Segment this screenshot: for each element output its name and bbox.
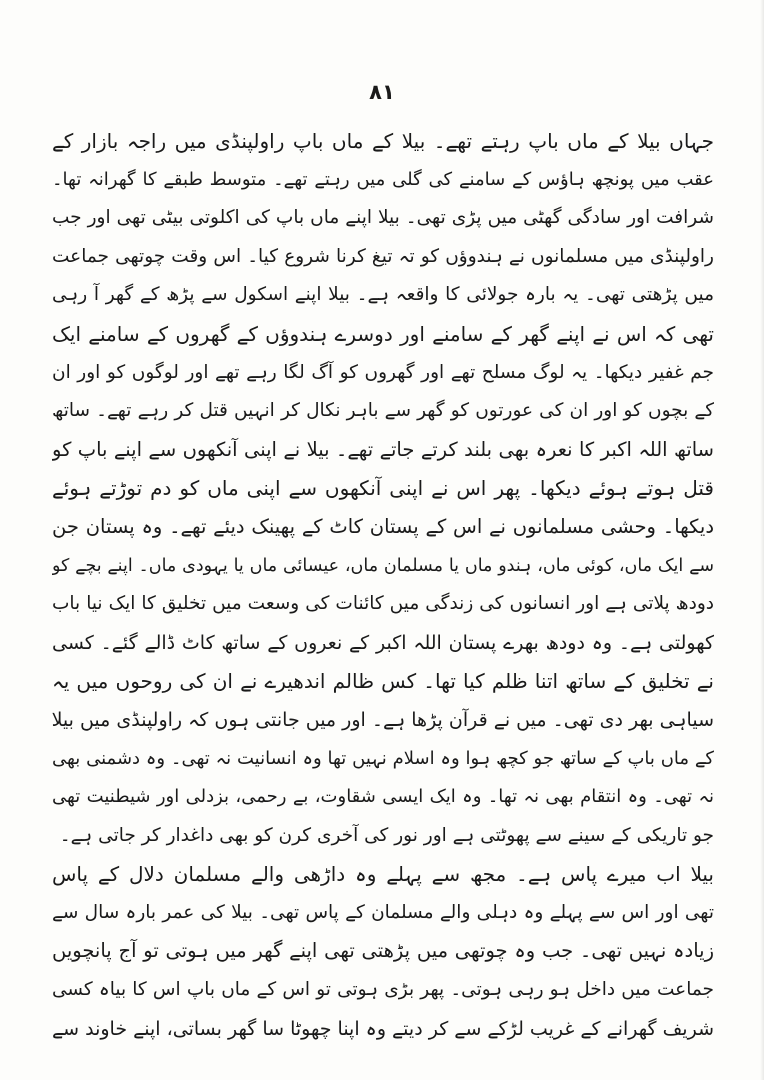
text-line: کے بچوں کو اور ان کی عورتوں کو گھر سے باہر نکال کر انہیں قتل کر رہے تھے۔ ساتھ — [52, 400, 714, 422]
text-line: دیکھا۔ وحشی مسلمانوں نے اس کے پستان کاٹ کے پھینک دیئے تھے۔ وہ پستان جن — [52, 514, 714, 538]
text-line: دودھ پلاتی ہے اور انسانوں کی زندگی میں کائنات کی وسعت میں تخلیق کا ایک نیا باب — [52, 593, 714, 615]
text-line: راولپنڈی میں مسلمانوں نے ہندوؤں کو تہ تیغ کرنا شروع کیا۔ اس وقت چوتھی جماعت — [52, 245, 714, 267]
text-line: کے ماں باپ کے ساتھ جو کچھ ہوا وہ اسلام نہیں تھا وہ انسانیت نہ تھی۔ وہ دشمنی بھی — [52, 747, 714, 769]
text-line: جماعت میں داخل ہو رہی ہوتی۔ پھر بڑی ہوتی تو اس کے ماں باپ اس کا بیاہ کسی — [52, 979, 714, 1001]
text-line: ساتھ اللہ اکبر کا نعرہ بھی بلند کرتے جاتے تھے۔ بیلا نے اپنی آنکھوں سے اپنے باپ کو — [52, 437, 714, 461]
text-line: جہاں بیلا کے ماں باپ رہتے تھے۔ بیلا کے ماں باپ راولپنڈی میں راجہ بازار کے — [52, 129, 714, 153]
text-line: میں پڑھتی تھی۔ یہ بارہ جولائی کا واقعہ ہے۔ بیلا اپنے اسکول سے پڑھ کے گھر آ رہی — [52, 284, 714, 306]
text-line: شریف گھرانے کے غریب لڑکے سے کر دیتے وہ اپنا چھوٹا سا گھر بساتی، اپنے خاوند سے — [52, 1017, 714, 1040]
text-line: بیلا اب میرے پاس ہے۔ مجھ سے پہلے وہ داڑھی والے مسلمان دلال کے پاس — [52, 862, 714, 887]
text-line: زیادہ نہیں تھی۔ جب وہ چوتھی میں پڑھتی تھی اپنے گھر میں ہوتی تو آج پانچویں — [52, 939, 714, 963]
page-body-text — [52, 122, 714, 1048]
paragraph-end-line: جو تاریکی کے سینے سے پھوٹتی ہے اور نور کی آخری کرن کو بھی داغدار کر جاتی ہے۔ — [59, 824, 714, 846]
text-line: نہ تھی۔ وہ انتقام بھی نہ تھا۔ وہ ایک ایسی شقاوت، بے رحمی، بزدلی اور شیطنیت تھی — [52, 786, 714, 808]
text-line: سے ایک ماں، کوئی ماں، ہندو ماں یا مسلمان ماں، عیسائی ماں یا یہودی ماں۔ اپنے بچے کو — [52, 555, 714, 576]
text-line: عقب میں پونچھ ہاؤس کے سامنے کی گلی میں رہتے تھے۔ متوسط طبقے کا گھرانہ تھا۔ — [52, 168, 714, 190]
text-line: کھولتی ہے۔ وہ دودھ بھرے پستان اللہ اکبر کے نعروں کے ساتھ کاٹ ڈالے گئے۔ کسی — [52, 631, 714, 654]
text-line: تھی کہ اس نے اپنے گھر کے سامنے اور دوسرے ہندوؤں کے گھروں کے سامنے ایک — [52, 321, 714, 346]
text-line: جم غفیر دیکھا۔ یہ لوگ مسلح تھے اور گھروں کو آگ لگا رہے تھے اور لوگوں کو اور ان — [52, 361, 714, 383]
text-line: قتل ہوتے ہوئے دیکھا۔ پھر اس نے اپنی آنکھوں سے اپنی ماں کو دم توڑتے ہوئے — [52, 476, 714, 501]
page-edge-shadow — [760, 0, 764, 1080]
text-line: سیاہی بھر دی تھی۔ میں نے قرآن پڑھا ہے۔ اور میں جانتی ہوں کہ راولپنڈی میں بیلا — [52, 708, 714, 731]
text-line: شرافت اور سادگی گھٹی میں پڑی تھی۔ بیلا اپنے ماں باپ کی اکلوتی بیٹی تھی اور جب — [52, 207, 714, 229]
text-line: نے تخلیق کے ساتھ اتنا ظلم کیا تھا۔ کس ظالم اندھیرے نے ان کی روحوں میں یہ — [52, 669, 714, 694]
text-line: تھی اور اس سے پہلے وہ دہلی والے مسلمان کے پاس تھی۔ بیلا کی عمر بارہ سال سے — [52, 901, 714, 923]
page-number: ۸۱ — [369, 80, 395, 104]
